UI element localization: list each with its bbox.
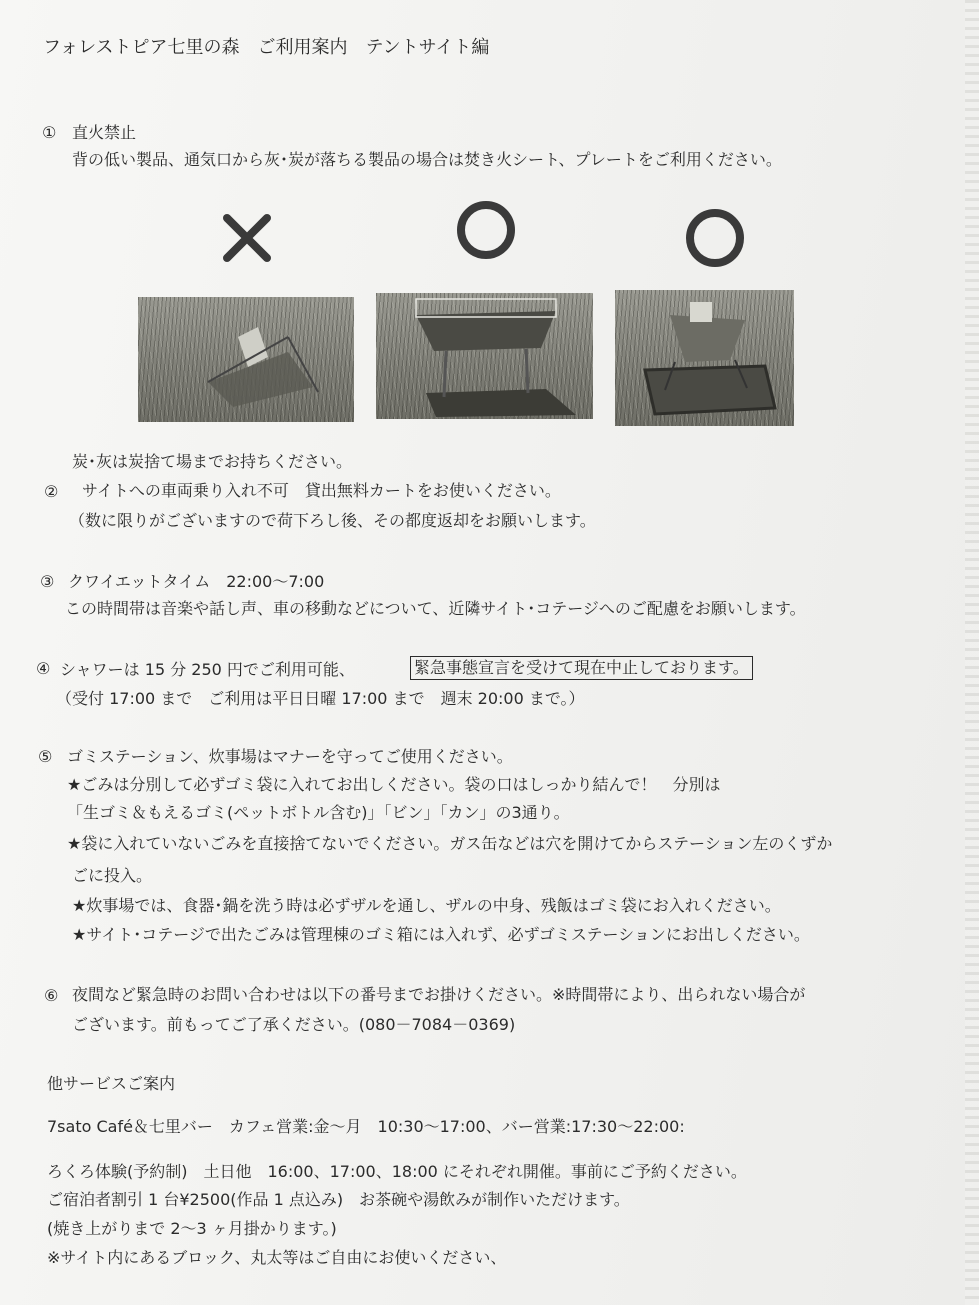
fire-on-grass-photo (138, 297, 354, 422)
rule4-line1: シャワーは 15 分 250 円でご利用可能、 (60, 660, 355, 679)
rule5-line2: ★ごみは分別して必ずゴミ袋に入れてお出しください。袋の口はしっかり結んで！ 分別は (67, 775, 721, 794)
closure-notice: 緊急事態宣言を受けて現在中止しております。 (410, 656, 753, 680)
rule2-line2: （数に限りがございますので荷下ろし後、その都度返却をお願いします。 (69, 511, 596, 530)
rule2-number: ② (44, 482, 59, 501)
grill-on-sheet-photo (376, 293, 593, 419)
page-title: フォレストピア七里の森 ご利用案内 テントサイト編 (43, 37, 490, 58)
rule4-number: ④ (36, 659, 51, 678)
pottery-line3: (焼き上がりまで 2～3 ヶ月掛かります。) (47, 1219, 337, 1238)
rule4-line2: （受付 17:00 まで ご利用は平日日曜 17:00 まで 週末 20:00 まで。） (56, 689, 585, 708)
rule3-line1: クワイエットタイム 22:00～7:00 (68, 572, 325, 591)
rule5-line5: ごに投入。 (72, 866, 153, 885)
rule5-line4: ★袋に入れていないごみを直接捨てないでください。ガス缶などは穴を開けてからステーション左のくずか (67, 834, 833, 853)
rule1-after-text: 炭･灰は炭捨て場までお持ちください。 (72, 452, 353, 471)
rule5-line7: ★サイト･コテージで出たごみは管理棟のゴミ箱には入れず、必ずゴミステーションにお出しください。 (72, 925, 810, 944)
paper-edge (965, 0, 979, 1305)
cafe-hours: 7sato Café＆七里バー カフェ営業:金～月 10:30～17:00、バー営業:17:30～22:00: (47, 1117, 685, 1136)
free-use-note: ※サイト内にあるブロック、丸太等はご自由にお使いください、 (47, 1248, 507, 1267)
pottery-line2: ご宿泊者割引 1 台¥2500(作品 1 点込み) お茶碗や湯飲みが制作いただけます。 (47, 1190, 630, 1209)
rule3-line2: この時間帯は音楽や話し声、車の移動などについて、近隣サイト･コテージへのご配慮をお願いします。 (65, 599, 806, 618)
rule1-heading: 直火禁止 (72, 123, 137, 142)
circle-mark-icon (684, 207, 746, 269)
cross-mark-icon (222, 213, 272, 263)
pottery-line1: ろくろ体験(予約制) 土日他 16:00、17:00、18:00 にそれぞれ開催。事前にご予約ください。 (47, 1162, 747, 1181)
rule6-line2: ございます。前もってご了承ください。(080－7084－0369) (72, 1015, 516, 1034)
circle-mark-icon (455, 199, 517, 261)
rule6-line1: 夜間など緊急時のお問い合わせは以下の番号までお掛けください。※時間帯により、出られない場合が (72, 985, 806, 1004)
rule5-line1: ゴミステーション、炊事場はマナーを守ってご使用ください。 (67, 747, 513, 766)
rule1-number: ① (42, 123, 57, 142)
grill-on-plate-photo (615, 290, 794, 426)
rule1-text: 背の低い製品、通気口から灰･炭が落ちる製品の場合は焚き火シート、プレートをご利用ください。 (72, 150, 782, 169)
services-heading: 他サービスご案内 (47, 1074, 176, 1093)
rule5-number: ⑤ (38, 747, 53, 766)
rule6-number: ⑥ (44, 986, 59, 1005)
rule3-number: ③ (40, 572, 55, 591)
rule5-line6: ★炊事場では、食器･鍋を洗う時は必ずザルを通し、ザルの中身、残飯はゴミ袋にお入れください。 (72, 896, 781, 915)
rule5-line3: 「生ゴミ＆もえるゴミ(ペットボトル含む)」「ビン」「カン」の3通り。 (67, 803, 570, 822)
rule2-line1: サイトへの車両乗り入れ不可 貸出無料カートをお使いください。 (82, 481, 561, 500)
